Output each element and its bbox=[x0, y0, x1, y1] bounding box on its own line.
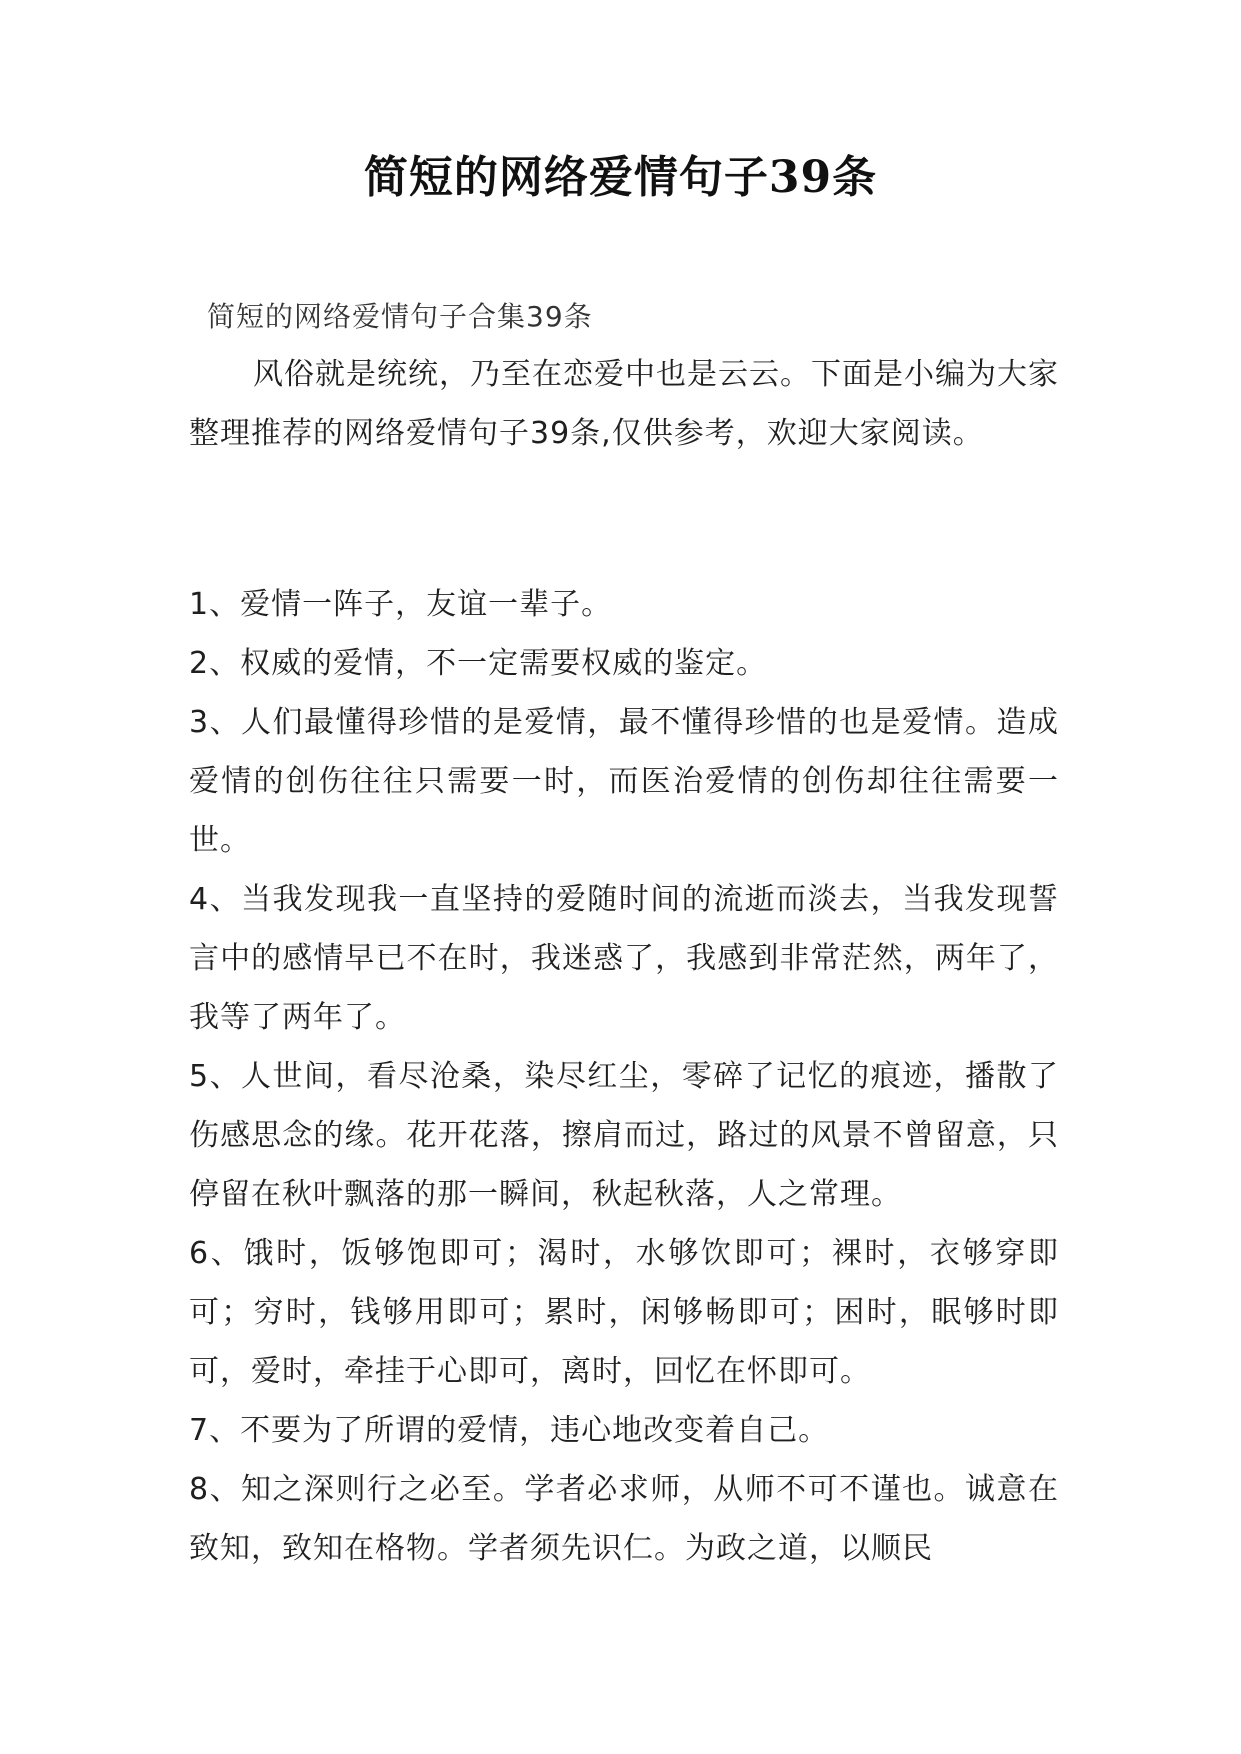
document-title: 简短的网络爱情句子39条 bbox=[363, 152, 878, 203]
list-item: 5、人世间，看尽沧桑，染尽红尘，零碎了记忆的痕迹，播散了伤感思念的缘。花开花落，擦肩而过，路过的风景不曾留意，只停留在秋叶飘落的那一瞬间，秋起秋落，人之常理。 bbox=[189, 1059, 1059, 1212]
list-item: 7、不要为了所谓的爱情，违心地改变着自己。 bbox=[189, 1413, 830, 1448]
intro-paragraph: 风俗就是统统，乃至在恋爱中也是云云。下面是小编为大家整理推荐的网络爱情句子39条,仅供参考，欢迎大家阅读。 bbox=[189, 357, 1059, 451]
list-item: 1、爱情一阵子，友谊一辈子。 bbox=[189, 587, 613, 622]
document-subtitle: 简短的网络爱情句子合集39条 bbox=[207, 300, 593, 333]
sentence-list bbox=[189, 575, 1059, 1578]
list-item: 8、知之深则行之必至。学者必求师，从师不可不谨也。诚意在致知，致知在格物。学者须先识仁。为政之道，以顺民 bbox=[189, 1472, 1059, 1566]
list-item: 4、当我发现我一直坚持的爱随时间的流逝而淡去，当我发现誓言中的感情早已不在时，我迷惑了，我感到非常茫然，两年了，我等了两年了。 bbox=[189, 882, 1059, 1035]
list-item: 2、权威的爱情，不一定需要权威的鉴定。 bbox=[189, 646, 768, 681]
list-item: 6、饿时，饭够饱即可；渴时，水够饮即可；裸时，衣够穿即可；穷时，钱够用即可；累时，闲够畅即可；困时，眠够时即可，爱时，牵挂于心即可，离时，回忆在怀即可。 bbox=[189, 1236, 1059, 1389]
list-item: 3、人们最懂得珍惜的是爱情，最不懂得珍惜的也是爱情。造成爱情的创伤往往只需要一时，而医治爱情的创伤却往往需要一世。 bbox=[189, 705, 1059, 858]
